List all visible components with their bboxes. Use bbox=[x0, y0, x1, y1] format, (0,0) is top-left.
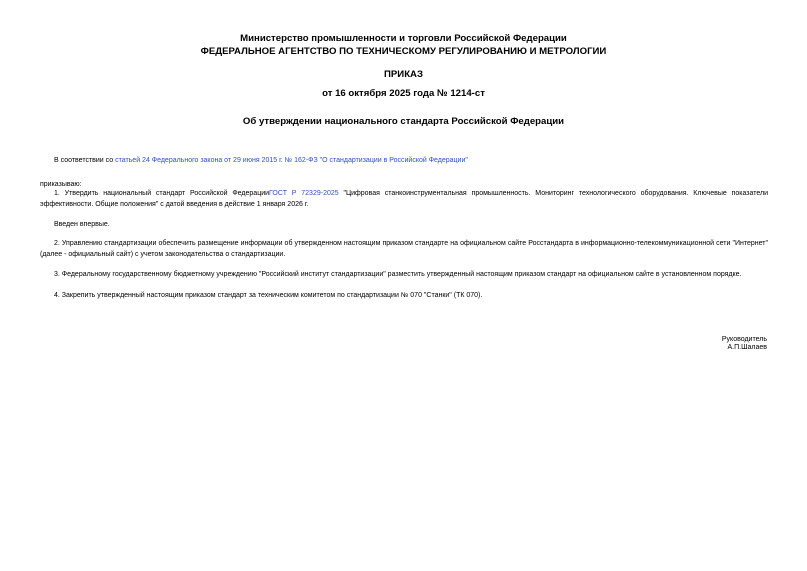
item-2-paragraph: 2. Управлению стандартизации обеспечить размещение информации об утвержденном настоящим приказом стандарте на официальном сайте Росстандарта в информационно-телекоммуникационной сети "Интернет" (далее - официальный сайт) с учетом законодательства о стандартизации. bbox=[40, 240, 768, 258]
prikazyvayu-text: приказываю: bbox=[40, 181, 82, 188]
gost-standard-link[interactable]: ГОСТ Р 72329-2025 bbox=[269, 190, 339, 197]
intro-paragraph bbox=[40, 155, 768, 166]
intro-prefix: В соответствии со bbox=[54, 157, 116, 164]
item-3-paragraph: 3. Федеральному государственному бюджетному учреждению "Российский институт стандартизации" разместить утвержденный настоящим приказом стандарт на официальном сайте в установленном порядке. bbox=[54, 271, 742, 278]
item-1-suffix: "Цифровая станкоинструментальная промышленность. Мониторинг технологического оборудования. Ключевые показатели эффективности. Общие положения" с датой введения в действие 1 января 2026 г. bbox=[40, 190, 768, 208]
document-type: ПРИКАЗ bbox=[384, 69, 423, 80]
ministry-name: Министерство промышленности и торговли Российской Федерации bbox=[240, 33, 567, 44]
document-title: Об утверждении национального стандарта Российской Федерации bbox=[242, 116, 565, 127]
introduced-first-text: Введен впервые. bbox=[54, 221, 110, 228]
signature-role: Руководитель bbox=[721, 336, 767, 343]
agency-name: ФЕДЕРАЛЬНОЕ АГЕНТСТВО ПО ТЕХНИЧЕСКОМУ РЕГУЛИРОВАНИЮ И МЕТРОЛОГИИ bbox=[200, 46, 607, 57]
federal-law-link[interactable]: статьей 24 Федерального закона от 29 июня 2015 г. № 162-ФЗ "О стандартизации в Российской Федерации" bbox=[115, 157, 468, 164]
item-1-paragraph bbox=[40, 188, 768, 210]
document-date-number: от 16 октября 2025 года № 1214-ст bbox=[322, 88, 485, 99]
item-4-paragraph: 4. Закрепить утвержденный настоящим приказом стандарт за техническим комитетом по стандартизации № 070 "Станки" (ТК 070). bbox=[54, 292, 483, 299]
item-1-prefix: 1. Утвердить национальный стандарт Российской Федерации bbox=[54, 190, 270, 197]
signature-name: А.П.Шалаев bbox=[727, 344, 767, 351]
